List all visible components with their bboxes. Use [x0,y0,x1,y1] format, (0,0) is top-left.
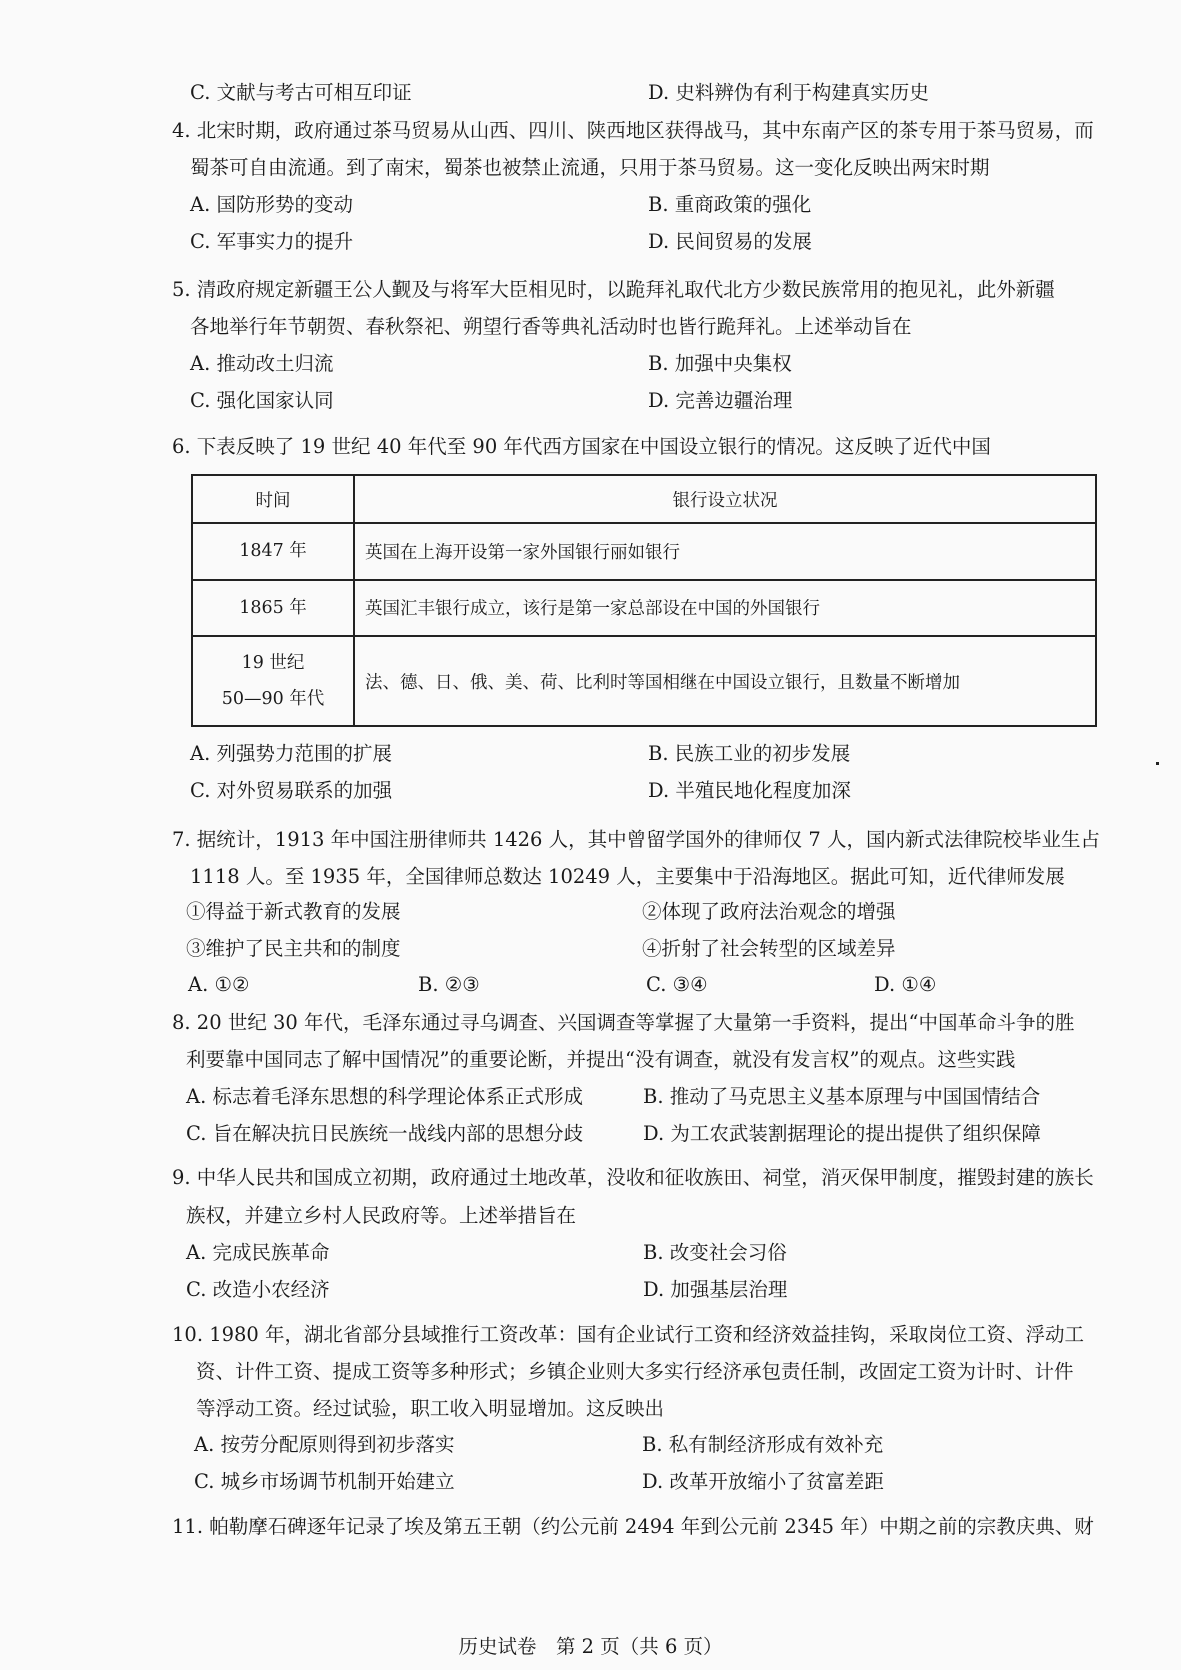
question-text: 10. 1980 年，湖北省部分县域推行工资改革：国有企业试行工资和经济效益挂钩，采取岗位工资、浮动工 [172,1323,1085,1346]
question-text: 5. 清政府规定新疆王公人觐及与将军大臣相见时，以跪拜礼取代北方少数民族常用的抱见礼，此外新疆 [172,278,1055,301]
statement-3: ③维护了民主共和的制度 [186,937,401,960]
option-c: C. 军事实力的提升 [190,230,354,253]
option-d: D. 民间贸易的发展 [648,230,812,253]
question-text: 11. 帕勒摩石碑逐年记录了埃及第五王朝（约公元前 2494 年到公元前 2345 年）中期之前的宗教庆典、财 [172,1515,1094,1538]
option-b: B. 加强中央集权 [648,352,792,375]
scan-speck [1156,762,1159,765]
option-d: D. 史料辨伪有利于构建真实历史 [648,81,929,104]
option-d: D. 为工农武装割据理论的提出提供了组织保障 [643,1122,1041,1145]
cell-time-line2: 50—90 年代 [221,689,325,709]
option-a: A. 按劳分配原则得到初步落实 [194,1433,455,1456]
table-row [192,636,1096,726]
page-footer: 历史试卷 第 2 页（共 6 页） [458,1635,723,1658]
option-a: A. 推动改土归流 [190,352,334,375]
option-a: A. ①② [188,973,250,996]
question-text: 各地举行年节朝贺、春秋祭祀、朔望行香等典礼活动时也皆行跪拜礼。上述举动旨在 [190,315,912,338]
cell-time-line1: 19 世纪 [241,653,305,673]
question-text: 利要靠中国同志了解中国情况”的重要论断，并提出“没有调查，就没有发言权”的观点。这些实践 [186,1048,1016,1071]
table-row [192,523,1096,580]
table-row [192,580,1096,637]
question-text: 族权，并建立乡村人民政府等。上述举措旨在 [186,1204,577,1227]
header-status: 银行设立状况 [354,475,1096,523]
option-b: B. ②③ [418,973,480,996]
table-header-row [192,475,1096,523]
question-text: 6. 下表反映了 19 世纪 40 年代至 90 年代西方国家在中国设立银行的情况。这反映了近代中国 [172,435,991,458]
question-text: 9. 中华人民共和国成立初期，政府通过土地改革，没收和征收族田、祠堂，消灭保甲制度，摧毁封建的族长 [172,1166,1094,1189]
option-d: D. 改革开放缩小了贫富差距 [642,1470,884,1493]
statement-2: ②体现了政府法治观念的增强 [642,900,896,923]
option-a: A. 列强势力范围的扩展 [190,742,392,765]
question-text: 等浮动工资。经过试验，职工收入明显增加。这反映出 [196,1397,665,1420]
cell-time [192,636,354,726]
question-text: 4. 北宋时期，政府通过茶马贸易从山西、四川、陕西地区获得战马，其中东南产区的茶专用于茶马贸易，而 [172,119,1094,142]
option-a: A. 国防形势的变动 [190,193,353,216]
option-b: B. 民族工业的初步发展 [648,742,851,765]
option-d: D. 半殖民地化程度加深 [648,779,851,802]
statement-1: ①得益于新式教育的发展 [186,900,401,923]
bank-table [191,474,1097,727]
question-text: 资、计件工资、提成工资等多种形式；乡镇企业则大多实行经济承包责任制，改固定工资为计时、计件 [196,1360,1074,1383]
header-time: 时间 [192,475,354,523]
cell-desc: 英国在上海开设第一家外国银行丽如银行 [354,523,1096,580]
option-c: C. 对外贸易联系的加强 [190,779,393,802]
option-a: A. 标志着毛泽东思想的科学理论体系正式形成 [186,1085,583,1108]
option-c: C. 文献与考古可相互印证 [190,81,412,104]
option-b: B. 私有制经济形成有效补充 [642,1433,884,1456]
cell-time: 1847 年 [192,523,354,580]
option-b: B. 推动了马克思主义基本原理与中国国情结合 [643,1085,1041,1108]
option-d: D. 完善边疆治理 [648,389,793,412]
cell-desc: 法、德、日、俄、美、荷、比利时等国相继在中国设立银行，且数量不断增加 [354,636,1096,726]
option-c: C. 城乡市场调节机制开始建立 [194,1470,455,1493]
option-c: C. ③④ [646,973,708,996]
cell-desc: 英国汇丰银行成立，该行是第一家总部设在中国的外国银行 [354,580,1096,637]
option-d: D. 加强基层治理 [643,1278,788,1301]
option-b: B. 改变社会习俗 [643,1241,787,1264]
option-c: C. 旨在解决抗日民族统一战线内部的思想分歧 [186,1122,584,1145]
option-c: C. 强化国家认同 [190,389,334,412]
option-d: D. ①④ [874,973,937,996]
cell-time: 1865 年 [192,580,354,637]
question-text: 7. 据统计，1913 年中国注册律师共 1426 人，其中曾留学国外的律师仅 7 人，国内新式法律院校毕业生占 [172,828,1100,851]
question-text: 1118 人。至 1935 年，全国律师总数达 10249 人，主要集中于沿海地区。据此可知，近代律师发展 [190,865,1065,888]
option-c: C. 改造小农经济 [186,1278,330,1301]
question-text: 蜀茶可自由流通。到了南宋，蜀茶也被禁止流通，只用于茶马贸易。这一变化反映出两宋时期 [190,156,990,179]
question-text: 8. 20 世纪 30 年代，毛泽东通过寻乌调查、兴国调查等掌握了大量第一手资料，提出“中国革命斗争的胜 [172,1011,1075,1034]
statement-4: ④折射了社会转型的区域差异 [642,937,896,960]
option-a: A. 完成民族革命 [186,1241,330,1264]
option-b: B. 重商政策的强化 [648,193,812,216]
